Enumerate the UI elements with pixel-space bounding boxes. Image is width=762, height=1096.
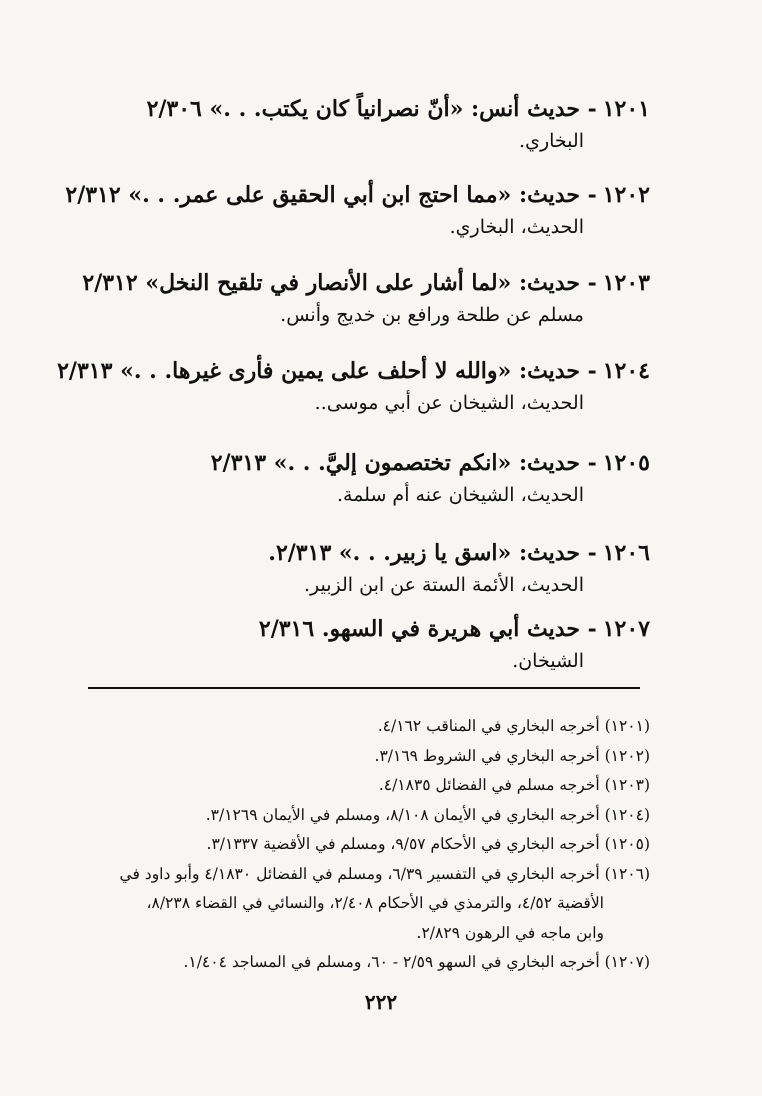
footnote-continuation: الأقضية ٤/٥٢، والترمذي في الأحكام ٢/٤٠٨، والنسائي في القضاء ٨/٢٣٨، bbox=[146, 894, 604, 912]
entry-1201 bbox=[110, 92, 650, 156]
page-number: ٢٢٢ bbox=[364, 990, 398, 1014]
footnote: (١٢٠٧) أخرجه البخاري في السهو ٢/٥٩ - ٦٠، ومسلم في المساجد ١/٤٠٤. bbox=[183, 953, 650, 971]
entry-title: - حديث: «لما أشار على الأنصار في تلقيح النخل» ٢/٣١٢ bbox=[82, 270, 597, 296]
entry-heading bbox=[110, 92, 650, 126]
footnote: (١٢٠٦) أخرجه البخاري في التفسير ٦/٣٩، ومسلم في الفضائل ٤/١٨٣٠ وأبو داود في bbox=[119, 864, 650, 883]
entry-title: - حديث: «اسق يا زبير. . .» ٢/٣١٣. bbox=[268, 540, 597, 566]
entry-title: - حديث: «انكم تختصمون إليَّ. . .» ٢/٣١٣ bbox=[210, 450, 597, 476]
entry-heading bbox=[82, 266, 650, 300]
entry-1203 bbox=[82, 266, 650, 330]
entry-source: البخاري. bbox=[519, 130, 584, 152]
entry-number: ١٢٠٦ bbox=[602, 540, 650, 566]
entry-1207 bbox=[110, 612, 650, 676]
footnote: (١٢٠٤) أخرجه البخاري في الأيمان ٨/١٠٨، ومسلم في الأيمان ٣/١٢٦٩. bbox=[205, 805, 650, 824]
entry-heading bbox=[110, 536, 650, 570]
entry-number: ١٢٠٥ bbox=[602, 450, 650, 476]
entry-heading bbox=[57, 354, 650, 388]
footnote-continuation: وابن ماجه في الرهون ٢/٨٢٩. bbox=[416, 923, 604, 942]
entry-1202 bbox=[65, 178, 650, 242]
entry-title: - حديث أنس: «أنّ نصرانياً كان يكتب. . .» ٢/٣٠٦ bbox=[146, 96, 597, 122]
entry-1204 bbox=[57, 354, 650, 418]
entry-heading bbox=[110, 446, 650, 480]
entry-1205 bbox=[110, 446, 650, 510]
entry-heading bbox=[110, 612, 650, 646]
footnote: (١٢٠١) أخرجه البخاري في المناقب ٤/١٦٢. bbox=[377, 717, 650, 735]
entry-number: ١٢٠٢ bbox=[602, 182, 650, 208]
entry-source: الحديث، الشيخان عنه أم سلمة. bbox=[336, 484, 584, 506]
entry-title: - حديث أبي هريرة في السهو. ٢/٣١٦ bbox=[258, 616, 597, 642]
entry-source: الحديث، البخاري. bbox=[449, 216, 584, 238]
footnote: (١٢٠٥) أخرجه البخاري في الأحكام ٩/٥٧، ومسلم في الأقضية ٣/١٣٣٧. bbox=[206, 835, 650, 853]
entry-heading bbox=[65, 178, 650, 212]
entry-source: الحديث، الأئمة الستة عن ابن الزبير. bbox=[303, 574, 584, 596]
entry-number: ١٢٠١ bbox=[602, 96, 650, 122]
entry-number: ١٢٠٧ bbox=[602, 616, 650, 642]
entry-number: ١٢٠٣ bbox=[602, 270, 650, 296]
footnote: (١٢٠٢) أخرجه البخاري في الشروط ٣/١٦٩. bbox=[374, 746, 650, 765]
entry-title: - حديث: «والله لا أحلف على يمين فأرى غيرها. . .» ٢/٣١٣ bbox=[57, 358, 597, 384]
entry-source: الحديث، الشيخان عن أبي موسى.. bbox=[314, 392, 584, 414]
entry-number: ١٢٠٤ bbox=[602, 358, 650, 384]
entry-1206 bbox=[110, 536, 650, 600]
entry-source: مسلم عن طلحة ورافع بن خديج وأنس. bbox=[280, 304, 584, 326]
entry-title: - حديث: «مما احتج ابن أبي الحقيق على عمر. . .» ٢/٣١٢ bbox=[65, 182, 597, 208]
entry-source: الشيخان. bbox=[512, 650, 584, 672]
footnotes bbox=[80, 712, 650, 978]
footnote-divider bbox=[88, 687, 640, 689]
footnote: (١٢٠٣) أخرجه مسلم في الفضائل ٤/١٨٣٥. bbox=[378, 776, 650, 794]
